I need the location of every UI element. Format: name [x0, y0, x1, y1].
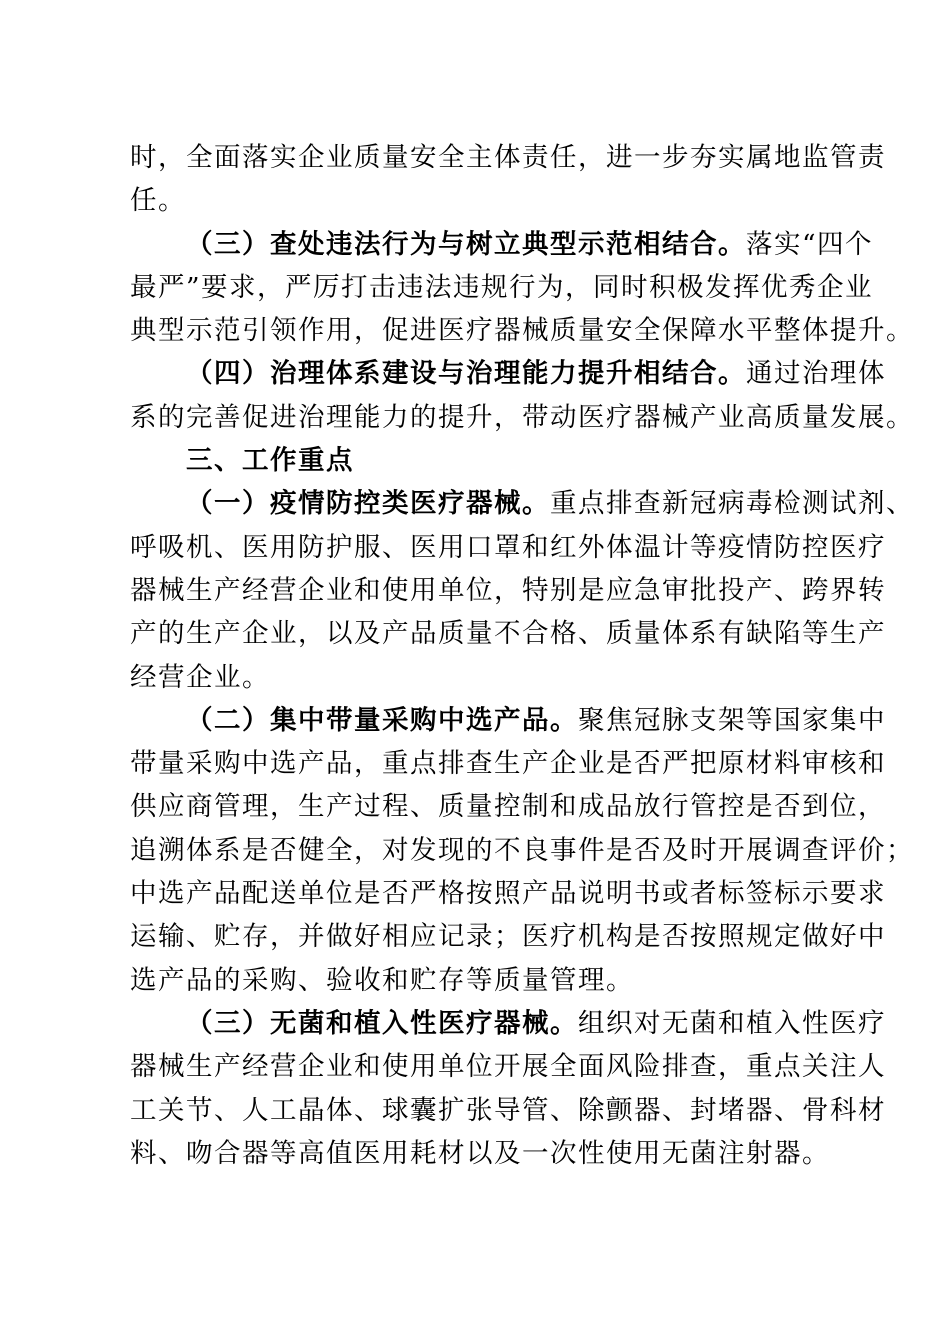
paragraph-heading: （一）疫情防控类医疗器械。: [186, 488, 550, 520]
paragraph-heading: （三）无菌和植入性医疗器械。: [186, 1007, 578, 1039]
text-line: 呼吸机、医用防护服、医用口罩和红外体温计等疫情防控医疗: [130, 531, 886, 563]
text-line: [130, 223, 874, 266]
text-line: [130, 1002, 886, 1045]
paragraph-heading: （三）查处违法行为与树立典型示范相结合。: [186, 228, 746, 260]
text-line: 经营企业。: [130, 661, 270, 693]
paragraph-text: 通过治理体: [746, 358, 886, 390]
paragraph-focus-one: [130, 482, 914, 698]
text-line: 选产品的采购、验收和贮存等质量管理。: [130, 964, 634, 996]
text-line: 供应商管理，生产过程、质量控制和成品放行管控是否到位，: [130, 791, 886, 823]
paragraph-heading: （二）集中带量采购中选产品。: [186, 704, 578, 736]
text-line: [130, 352, 886, 395]
text-line: [130, 699, 886, 742]
paragraph-text: 重点排查新冠病毒检测试剂、: [550, 488, 914, 520]
text-line: 器械生产经营企业和使用单位开展全面风险排查，重点关注人: [130, 1051, 886, 1083]
text-line: 运输、贮存，并做好相应记录；医疗机构是否按照规定做好中: [130, 921, 886, 953]
text-line: 追溯体系是否健全，对发现的不良事件是否及时开展调查评价；: [130, 834, 914, 866]
paragraph-text: 聚焦冠脉支架等国家集中: [578, 704, 886, 736]
text-line: 带量采购中选产品，重点排查生产企业是否严把原材料审核和: [130, 748, 886, 780]
text-line: [130, 482, 914, 525]
paragraph-principle-three: [130, 223, 914, 353]
text-line: 最严”要求，严厉打击违法违规行为，同时积极发挥优秀企业: [130, 271, 874, 303]
text-line: 料、吻合器等高值医用耗材以及一次性使用无菌注射器。: [130, 1137, 830, 1169]
paragraph-heading: （四）治理体系建设与治理能力提升相结合。: [186, 358, 746, 390]
text-line: 典型示范引领作用，促进医疗器械质量安全保障水平整体提升。: [130, 315, 914, 347]
text-line: 器械生产经营企业和使用单位，特别是应急审批投产、跨界转: [130, 574, 886, 606]
text-line: 工关节、人工晶体、球囊扩张导管、除颤器、封堵器、骨科材: [130, 1094, 886, 1126]
paragraph-text: 组织对无菌和植入性医疗: [578, 1007, 886, 1039]
text-line: 任。: [130, 185, 186, 217]
text-line: 中选产品配送单位是否严格按照产品说明书或者标签标示要求: [130, 878, 886, 910]
paragraph-focus-two: [130, 699, 914, 1002]
text-line: 时，全面落实企业质量安全主体责任，进一步夯实属地监管责: [130, 142, 886, 173]
paragraph-text: 落实“四个: [746, 228, 874, 260]
paragraph-continuation: [130, 136, 886, 223]
document-page: [130, 136, 914, 1175]
section-heading: 三、工作重点: [186, 445, 354, 477]
text-line: 系的完善促进治理能力的提升，带动医疗器械产业高质量发展。: [130, 401, 914, 433]
paragraph-focus-three: [130, 1002, 886, 1175]
text-line: 产的生产企业，以及产品质量不合格、质量体系有缺陷等生产: [130, 618, 886, 650]
paragraph-principle-four: [130, 352, 914, 439]
